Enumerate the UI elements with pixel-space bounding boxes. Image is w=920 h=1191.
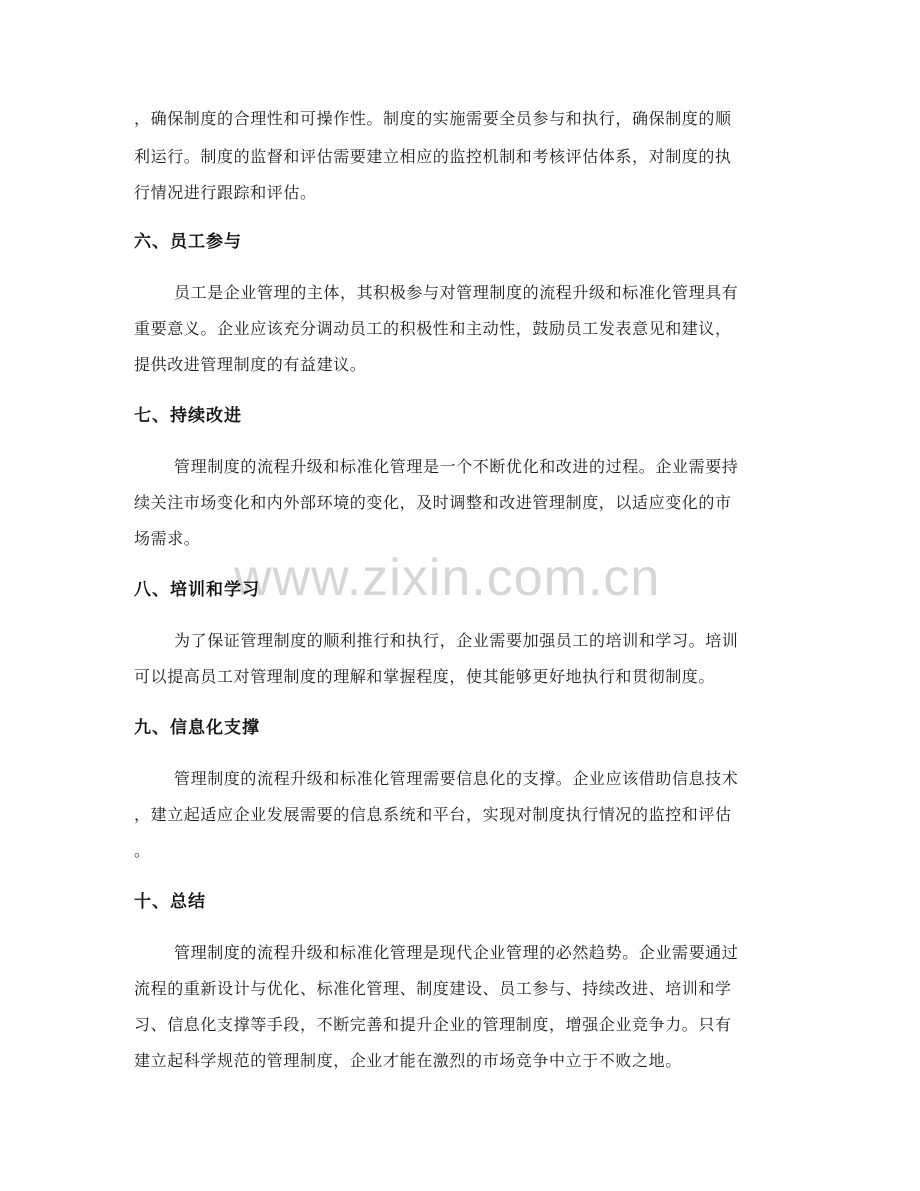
paragraph-line: 流程的重新设计与优化、标准化管理、制度建设、员工参与、持续改进、培训和学	[134, 979, 732, 998]
paragraph-line: 利运行。制度的监督和评估需要建立相应的监控机制和考核评估体系，对制度的执	[134, 147, 732, 166]
paragraph-line: 行情况进行跟踪和评估。	[134, 183, 317, 202]
paragraph-line: 员工是企业管理的主体，其积极参与对管理制度的流程升级和标准化管理具有	[174, 283, 739, 302]
watermark: www.zixin.com.cn	[234, 549, 661, 607]
section-heading: 九、信息化支撑	[134, 718, 260, 738]
section-heading: 七、持续改进	[134, 406, 242, 426]
paragraph-line: 场需求。	[134, 529, 201, 548]
paragraph-line: 重要意义。企业应该充分调动员工的积极性和主动性，鼓励员工发表意见和建议，	[134, 319, 732, 338]
paragraph-line: 习、信息化支撑等手段，不断完善和提升企业的管理制度，增强企业竞争力。只有	[134, 1015, 732, 1034]
section-heading: 十、总结	[134, 892, 206, 912]
paragraph-line: 管理制度的流程升级和标准化管理需要信息化的支撑。企业应该借助信息技术	[174, 769, 739, 788]
section-heading: 八、培训和学习	[134, 580, 260, 600]
paragraph-line: 管理制度的流程升级和标准化管理是一个不断优化和改进的过程。企业需要持	[174, 457, 739, 476]
paragraph-line: 建立起科学规范的管理制度，企业才能在激烈的市场竞争中立于不败之地。	[134, 1051, 682, 1070]
paragraph-line: 管理制度的流程升级和标准化管理是现代企业管理的必然趋势。企业需要通过	[174, 943, 739, 962]
paragraph-line: 可以提高员工对管理制度的理解和掌握程度，使其能够更好地执行和贯彻制度。	[134, 667, 716, 686]
paragraph-line: 续关注市场变化和内外部环境的变化，及时调整和改进管理制度，以适应变化的市	[134, 493, 732, 512]
paragraph-line: ，确保制度的合理性和可操作性。制度的实施需要全员参与和执行，确保制度的顺	[134, 109, 732, 128]
section-heading: 六、员工参与	[134, 232, 242, 252]
paragraph-line: 提供改进管理制度的有益建议。	[134, 355, 367, 374]
paragraph-line: 。	[134, 841, 151, 860]
paragraph-line: 为了保证管理制度的顺利推行和执行，企业需要加强员工的培训和学习。培训	[174, 631, 739, 650]
paragraph-line: ，建立起适应企业发展需要的信息系统和平台，实现对制度执行情况的监控和评估	[134, 805, 732, 824]
